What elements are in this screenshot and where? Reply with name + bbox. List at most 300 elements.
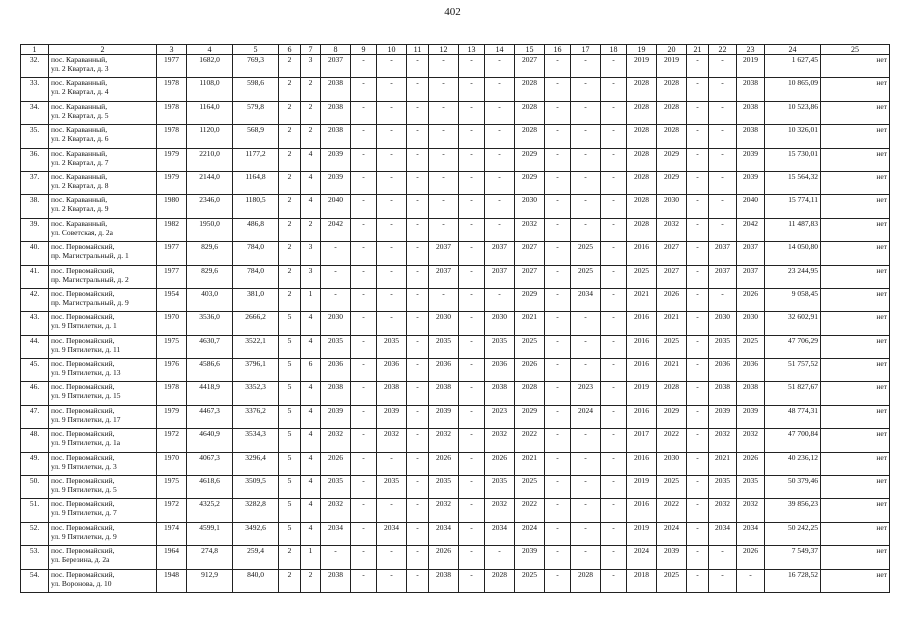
table-cell: -: [407, 55, 429, 78]
table-cell: -: [407, 499, 429, 522]
table-cell: 2: [301, 78, 321, 101]
table-cell: 1982: [157, 218, 187, 241]
table-cell: 3: [301, 242, 321, 265]
table-cell: -: [459, 148, 485, 171]
table-cell: 50.: [21, 476, 49, 499]
table-cell: 2024: [515, 522, 545, 545]
table-cell: 2035: [485, 335, 515, 358]
table-cell: 47.: [21, 405, 49, 428]
table-cell: -: [571, 55, 601, 78]
address-cell: пос. Караванный, ул. 2 Квартал, д. 8: [49, 171, 157, 194]
table-cell: 41.: [21, 265, 49, 288]
table-cell: -: [351, 125, 377, 148]
table-cell: -: [571, 171, 601, 194]
table-cell: 2035: [737, 476, 765, 499]
table-cell: 2034: [709, 522, 737, 545]
table-cell: 912,9: [187, 569, 233, 592]
table-cell: -: [429, 288, 459, 311]
table-cell: 2032: [321, 499, 351, 522]
table-cell: -: [687, 522, 709, 545]
table-cell: -: [321, 288, 351, 311]
table-cell: 2: [279, 242, 301, 265]
table-cell: -: [321, 265, 351, 288]
table-cell: -: [485, 55, 515, 78]
table-cell: -: [601, 499, 627, 522]
table-cell: -: [687, 382, 709, 405]
table-cell: 1972: [157, 429, 187, 452]
column-header: 19: [627, 45, 657, 55]
table-cell: -: [407, 405, 429, 428]
table-cell: -: [545, 522, 571, 545]
table-cell: -: [601, 476, 627, 499]
table-cell: -: [601, 382, 627, 405]
table-cell: -: [429, 125, 459, 148]
table-cell: 50 242,25: [765, 522, 821, 545]
table-cell: 2022: [657, 499, 687, 522]
table-cell: -: [377, 125, 407, 148]
table-cell: 2028: [627, 171, 657, 194]
table-cell: -: [601, 125, 627, 148]
table-cell: 1975: [157, 476, 187, 499]
table-cell: 51 827,67: [765, 382, 821, 405]
table-cell: 2025: [515, 569, 545, 592]
table-cell: 2026: [737, 452, 765, 475]
table-cell: -: [377, 288, 407, 311]
table-cell: -: [351, 569, 377, 592]
address-cell: пос. Караванный, ул. 2 Квартал, д. 6: [49, 125, 157, 148]
table-cell: -: [545, 148, 571, 171]
table-cell: -: [571, 546, 601, 569]
table-cell: 2027: [515, 55, 545, 78]
table-cell: -: [709, 125, 737, 148]
table-cell: -: [709, 78, 737, 101]
table-cell: 2035: [485, 476, 515, 499]
table-cell: -: [459, 242, 485, 265]
table-cell: -: [687, 312, 709, 335]
table-cell: 40 236,12: [765, 452, 821, 475]
column-header: 13: [459, 45, 485, 55]
table-cell: 2036: [709, 359, 737, 382]
table-row: [21, 335, 890, 358]
table-cell: -: [351, 312, 377, 335]
table-cell: -: [459, 171, 485, 194]
table-cell: 1970: [157, 452, 187, 475]
table-cell: -: [571, 125, 601, 148]
address-cell: пос. Первомайский, ул. 9 Пятилетки, д. 17: [49, 405, 157, 428]
table-cell: 2016: [627, 359, 657, 382]
table-cell: -: [545, 382, 571, 405]
table-cell: 2022: [515, 429, 545, 452]
table-cell: 259,4: [233, 546, 279, 569]
table-cell: 5: [279, 312, 301, 335]
table-cell: 2028: [571, 569, 601, 592]
table-cell: -: [687, 288, 709, 311]
table-cell: 2019: [737, 55, 765, 78]
table-row: [21, 78, 890, 101]
table-cell: 39 856,23: [765, 499, 821, 522]
table-cell: -: [429, 148, 459, 171]
table-cell: 11 487,83: [765, 218, 821, 241]
table-cell: 784,0: [233, 265, 279, 288]
address-cell: пос. Первомайский, ул. Березина, д. 2а: [49, 546, 157, 569]
table-cell: 2035: [321, 335, 351, 358]
table-cell: 2038: [429, 382, 459, 405]
table-cell: -: [545, 288, 571, 311]
table-cell: 2039: [657, 546, 687, 569]
table-row: [21, 522, 890, 545]
table-cell: 2030: [737, 312, 765, 335]
table-cell: 1970: [157, 312, 187, 335]
table-cell: -: [407, 265, 429, 288]
table-row: [21, 55, 890, 78]
table-cell: 2025: [571, 242, 601, 265]
table-cell: 46.: [21, 382, 49, 405]
table-cell: 2: [279, 171, 301, 194]
column-header: 1: [21, 45, 49, 55]
table-cell: 7 549,37: [765, 546, 821, 569]
table-cell: 4: [301, 429, 321, 452]
table-cell: 3492,6: [233, 522, 279, 545]
table-cell: -: [407, 125, 429, 148]
table-cell: 4: [301, 382, 321, 405]
table-cell: 5: [279, 429, 301, 452]
table-row: [21, 405, 890, 428]
column-header: 24: [765, 45, 821, 55]
table-cell: 2023: [571, 382, 601, 405]
table-cell: -: [407, 288, 429, 311]
table-cell: 1120,0: [187, 125, 233, 148]
table-cell: -: [351, 195, 377, 218]
table-cell: 2022: [515, 499, 545, 522]
table-cell: 2025: [657, 476, 687, 499]
table-cell: -: [459, 78, 485, 101]
table-cell: 2039: [737, 171, 765, 194]
table-cell: 2025: [737, 335, 765, 358]
column-header: 12: [429, 45, 459, 55]
table-cell: 2029: [515, 405, 545, 428]
table-cell: -: [459, 546, 485, 569]
table-cell: 2032: [709, 499, 737, 522]
table-cell: 3509,5: [233, 476, 279, 499]
table-cell: 486,8: [233, 218, 279, 241]
table-cell: 2037: [737, 265, 765, 288]
table-row: [21, 101, 890, 124]
table-cell: 1974: [157, 522, 187, 545]
table-cell: 2: [279, 55, 301, 78]
table-cell: -: [687, 55, 709, 78]
table-cell: нет: [821, 452, 890, 475]
table-cell: -: [429, 55, 459, 78]
address-cell: пос. Караванный, ул. 2 Квартал, д. 3: [49, 55, 157, 78]
address-cell: пос. Первомайский, пр. Магистральный, д. 9: [49, 288, 157, 311]
table-cell: 2: [279, 265, 301, 288]
table-cell: -: [571, 101, 601, 124]
table-cell: -: [407, 452, 429, 475]
table-cell: 34.: [21, 101, 49, 124]
address-cell: пос. Первомайский, ул. 9 Пятилетки, д. 7: [49, 499, 157, 522]
table-cell: 2019: [627, 522, 657, 545]
table-cell: 2029: [515, 171, 545, 194]
table-cell: -: [377, 171, 407, 194]
address-cell: пос. Первомайский, ул. 9 Пятилетки, д. 1а: [49, 429, 157, 452]
address-cell: пос. Первомайский, ул. 9 Пятилетки, д. 13: [49, 359, 157, 382]
table-cell: -: [485, 288, 515, 311]
table-cell: -: [709, 218, 737, 241]
table-cell: 42.: [21, 288, 49, 311]
table-cell: 2039: [321, 171, 351, 194]
table-cell: -: [377, 312, 407, 335]
table-cell: 1978: [157, 101, 187, 124]
table-cell: 2028: [657, 101, 687, 124]
table-row: [21, 195, 890, 218]
table-cell: -: [687, 195, 709, 218]
table-cell: 4467,3: [187, 405, 233, 428]
table-cell: -: [687, 405, 709, 428]
table-cell: 2038: [737, 78, 765, 101]
table-row: [21, 148, 890, 171]
table-cell: -: [351, 78, 377, 101]
table-cell: 2026: [321, 452, 351, 475]
table-cell: -: [459, 101, 485, 124]
table-cell: -: [351, 499, 377, 522]
address-cell: пос. Караванный, ул. 2 Квартал, д. 7: [49, 148, 157, 171]
table-cell: -: [545, 55, 571, 78]
table-cell: -: [709, 546, 737, 569]
table-cell: 2023: [485, 405, 515, 428]
table-cell: 381,0: [233, 288, 279, 311]
table-cell: 2025: [657, 569, 687, 592]
table-cell: -: [407, 546, 429, 569]
table-cell: -: [601, 242, 627, 265]
table-cell: 2024: [571, 405, 601, 428]
table-cell: -: [545, 265, 571, 288]
table-cell: 2035: [429, 335, 459, 358]
table-cell: нет: [821, 265, 890, 288]
table-cell: -: [601, 195, 627, 218]
table-cell: 2036: [377, 359, 407, 382]
table-cell: -: [407, 171, 429, 194]
table-cell: -: [545, 429, 571, 452]
table-cell: 2026: [737, 288, 765, 311]
table-cell: 2037: [429, 265, 459, 288]
table-cell: -: [545, 569, 571, 592]
table-cell: 2030: [657, 195, 687, 218]
table-cell: 2029: [657, 148, 687, 171]
table-cell: 2028: [627, 218, 657, 241]
table-cell: 2028: [657, 78, 687, 101]
table-cell: 4599,1: [187, 522, 233, 545]
table-cell: 2038: [429, 569, 459, 592]
table-cell: 50 379,46: [765, 476, 821, 499]
table-cell: 54.: [21, 569, 49, 592]
table-cell: -: [571, 312, 601, 335]
table-cell: 44.: [21, 335, 49, 358]
table-cell: нет: [821, 335, 890, 358]
table-cell: 2: [279, 101, 301, 124]
table-cell: -: [351, 218, 377, 241]
table-row: [21, 382, 890, 405]
table-cell: 2030: [485, 312, 515, 335]
table-cell: 2032: [709, 429, 737, 452]
table-cell: 2026: [515, 359, 545, 382]
address-cell: пос. Первомайский, ул. 9 Пятилетки, д. 1: [49, 312, 157, 335]
table-cell: -: [601, 405, 627, 428]
table-cell: -: [571, 195, 601, 218]
table-cell: 2034: [737, 522, 765, 545]
table-cell: -: [459, 312, 485, 335]
table-cell: 2: [301, 569, 321, 592]
table-cell: 2027: [515, 242, 545, 265]
table-cell: -: [485, 101, 515, 124]
table-cell: -: [351, 265, 377, 288]
table-cell: -: [571, 335, 601, 358]
table-cell: 2029: [515, 148, 545, 171]
table-cell: -: [601, 335, 627, 358]
table-cell: 33.: [21, 78, 49, 101]
table-cell: 2037: [709, 265, 737, 288]
table-cell: 2037: [321, 55, 351, 78]
table-cell: 274,8: [187, 546, 233, 569]
table-cell: 4: [301, 148, 321, 171]
table-cell: 4: [301, 452, 321, 475]
table-cell: 2036: [429, 359, 459, 382]
table-cell: 2040: [737, 195, 765, 218]
table-cell: -: [687, 546, 709, 569]
table-cell: 52.: [21, 522, 49, 545]
table-cell: 1979: [157, 148, 187, 171]
table-cell: -: [351, 405, 377, 428]
table-cell: -: [601, 312, 627, 335]
table-cell: -: [407, 312, 429, 335]
table-cell: 1978: [157, 382, 187, 405]
address-cell: пос. Первомайский, ул. 9 Пятилетки, д. 5: [49, 476, 157, 499]
table-cell: 2030: [515, 195, 545, 218]
table-cell: -: [429, 171, 459, 194]
table-cell: -: [601, 171, 627, 194]
table-cell: 2037: [709, 242, 737, 265]
table-cell: 4640,9: [187, 429, 233, 452]
table-cell: -: [407, 569, 429, 592]
table-cell: 2021: [709, 452, 737, 475]
table-cell: -: [601, 101, 627, 124]
table-cell: 3522,1: [233, 335, 279, 358]
address-cell: пос. Первомайский, ул. 9 Пятилетки, д. 9: [49, 522, 157, 545]
column-header: 5: [233, 45, 279, 55]
table-cell: 1950,0: [187, 218, 233, 241]
table-cell: -: [545, 499, 571, 522]
table-cell: -: [601, 452, 627, 475]
table-cell: 2029: [657, 405, 687, 428]
table-cell: 5: [279, 382, 301, 405]
table-cell: 829,6: [187, 265, 233, 288]
table-cell: 1972: [157, 499, 187, 522]
column-header: 22: [709, 45, 737, 55]
table-cell: 1977: [157, 55, 187, 78]
table-cell: -: [377, 499, 407, 522]
table-cell: -: [459, 335, 485, 358]
table-cell: нет: [821, 476, 890, 499]
table-row: [21, 265, 890, 288]
table-cell: -: [485, 78, 515, 101]
table-cell: нет: [821, 78, 890, 101]
table-cell: 4325,2: [187, 499, 233, 522]
table-cell: 2039: [737, 148, 765, 171]
data-table: [20, 44, 890, 593]
table-cell: -: [407, 148, 429, 171]
table-cell: -: [601, 522, 627, 545]
table-cell: 2038: [321, 125, 351, 148]
table-cell: 1976: [157, 359, 187, 382]
table-cell: 4618,6: [187, 476, 233, 499]
table-cell: 16 728,52: [765, 569, 821, 592]
table-cell: 15 774,11: [765, 195, 821, 218]
table-cell: 2027: [515, 265, 545, 288]
column-header: 23: [737, 45, 765, 55]
table-cell: -: [601, 265, 627, 288]
table-cell: 43.: [21, 312, 49, 335]
table-cell: -: [351, 335, 377, 358]
column-header: 25: [821, 45, 890, 55]
table-cell: 2032: [377, 429, 407, 452]
table-cell: 4: [301, 195, 321, 218]
table-cell: нет: [821, 429, 890, 452]
table-cell: 2038: [321, 101, 351, 124]
table-cell: -: [377, 148, 407, 171]
table-cell: -: [601, 546, 627, 569]
table-cell: 35.: [21, 125, 49, 148]
table-cell: 3376,2: [233, 405, 279, 428]
column-header: 8: [321, 45, 351, 55]
table-cell: -: [407, 335, 429, 358]
table-cell: 10 326,01: [765, 125, 821, 148]
table-cell: 1: [301, 288, 321, 311]
table-cell: -: [429, 101, 459, 124]
column-header: 4: [187, 45, 233, 55]
table-cell: 2042: [737, 218, 765, 241]
table-row: [21, 125, 890, 148]
table-cell: 2028: [515, 382, 545, 405]
address-cell: пос. Первомайский, ул. Воронова, д. 10: [49, 569, 157, 592]
table-cell: 2036: [321, 359, 351, 382]
table-cell: -: [377, 546, 407, 569]
table-cell: 37.: [21, 171, 49, 194]
table-cell: 2039: [709, 405, 737, 428]
table-cell: 2019: [627, 55, 657, 78]
table-cell: -: [709, 55, 737, 78]
table-cell: нет: [821, 359, 890, 382]
table-cell: нет: [821, 195, 890, 218]
table-cell: -: [545, 242, 571, 265]
table-cell: 2024: [627, 546, 657, 569]
table-cell: -: [377, 195, 407, 218]
table-cell: -: [601, 359, 627, 382]
table-cell: -: [459, 429, 485, 452]
table-cell: -: [545, 78, 571, 101]
table-cell: нет: [821, 499, 890, 522]
table-cell: 2026: [737, 546, 765, 569]
table-cell: -: [601, 218, 627, 241]
address-cell: пос. Караванный, ул. 2 Квартал, д. 5: [49, 101, 157, 124]
table-cell: -: [351, 452, 377, 475]
table-cell: -: [485, 125, 515, 148]
table-cell: 2036: [485, 359, 515, 382]
column-header: 14: [485, 45, 515, 55]
table-cell: 45.: [21, 359, 49, 382]
table-cell: -: [351, 101, 377, 124]
table-cell: 2036: [737, 359, 765, 382]
table-cell: 23 244,95: [765, 265, 821, 288]
table-cell: -: [687, 101, 709, 124]
